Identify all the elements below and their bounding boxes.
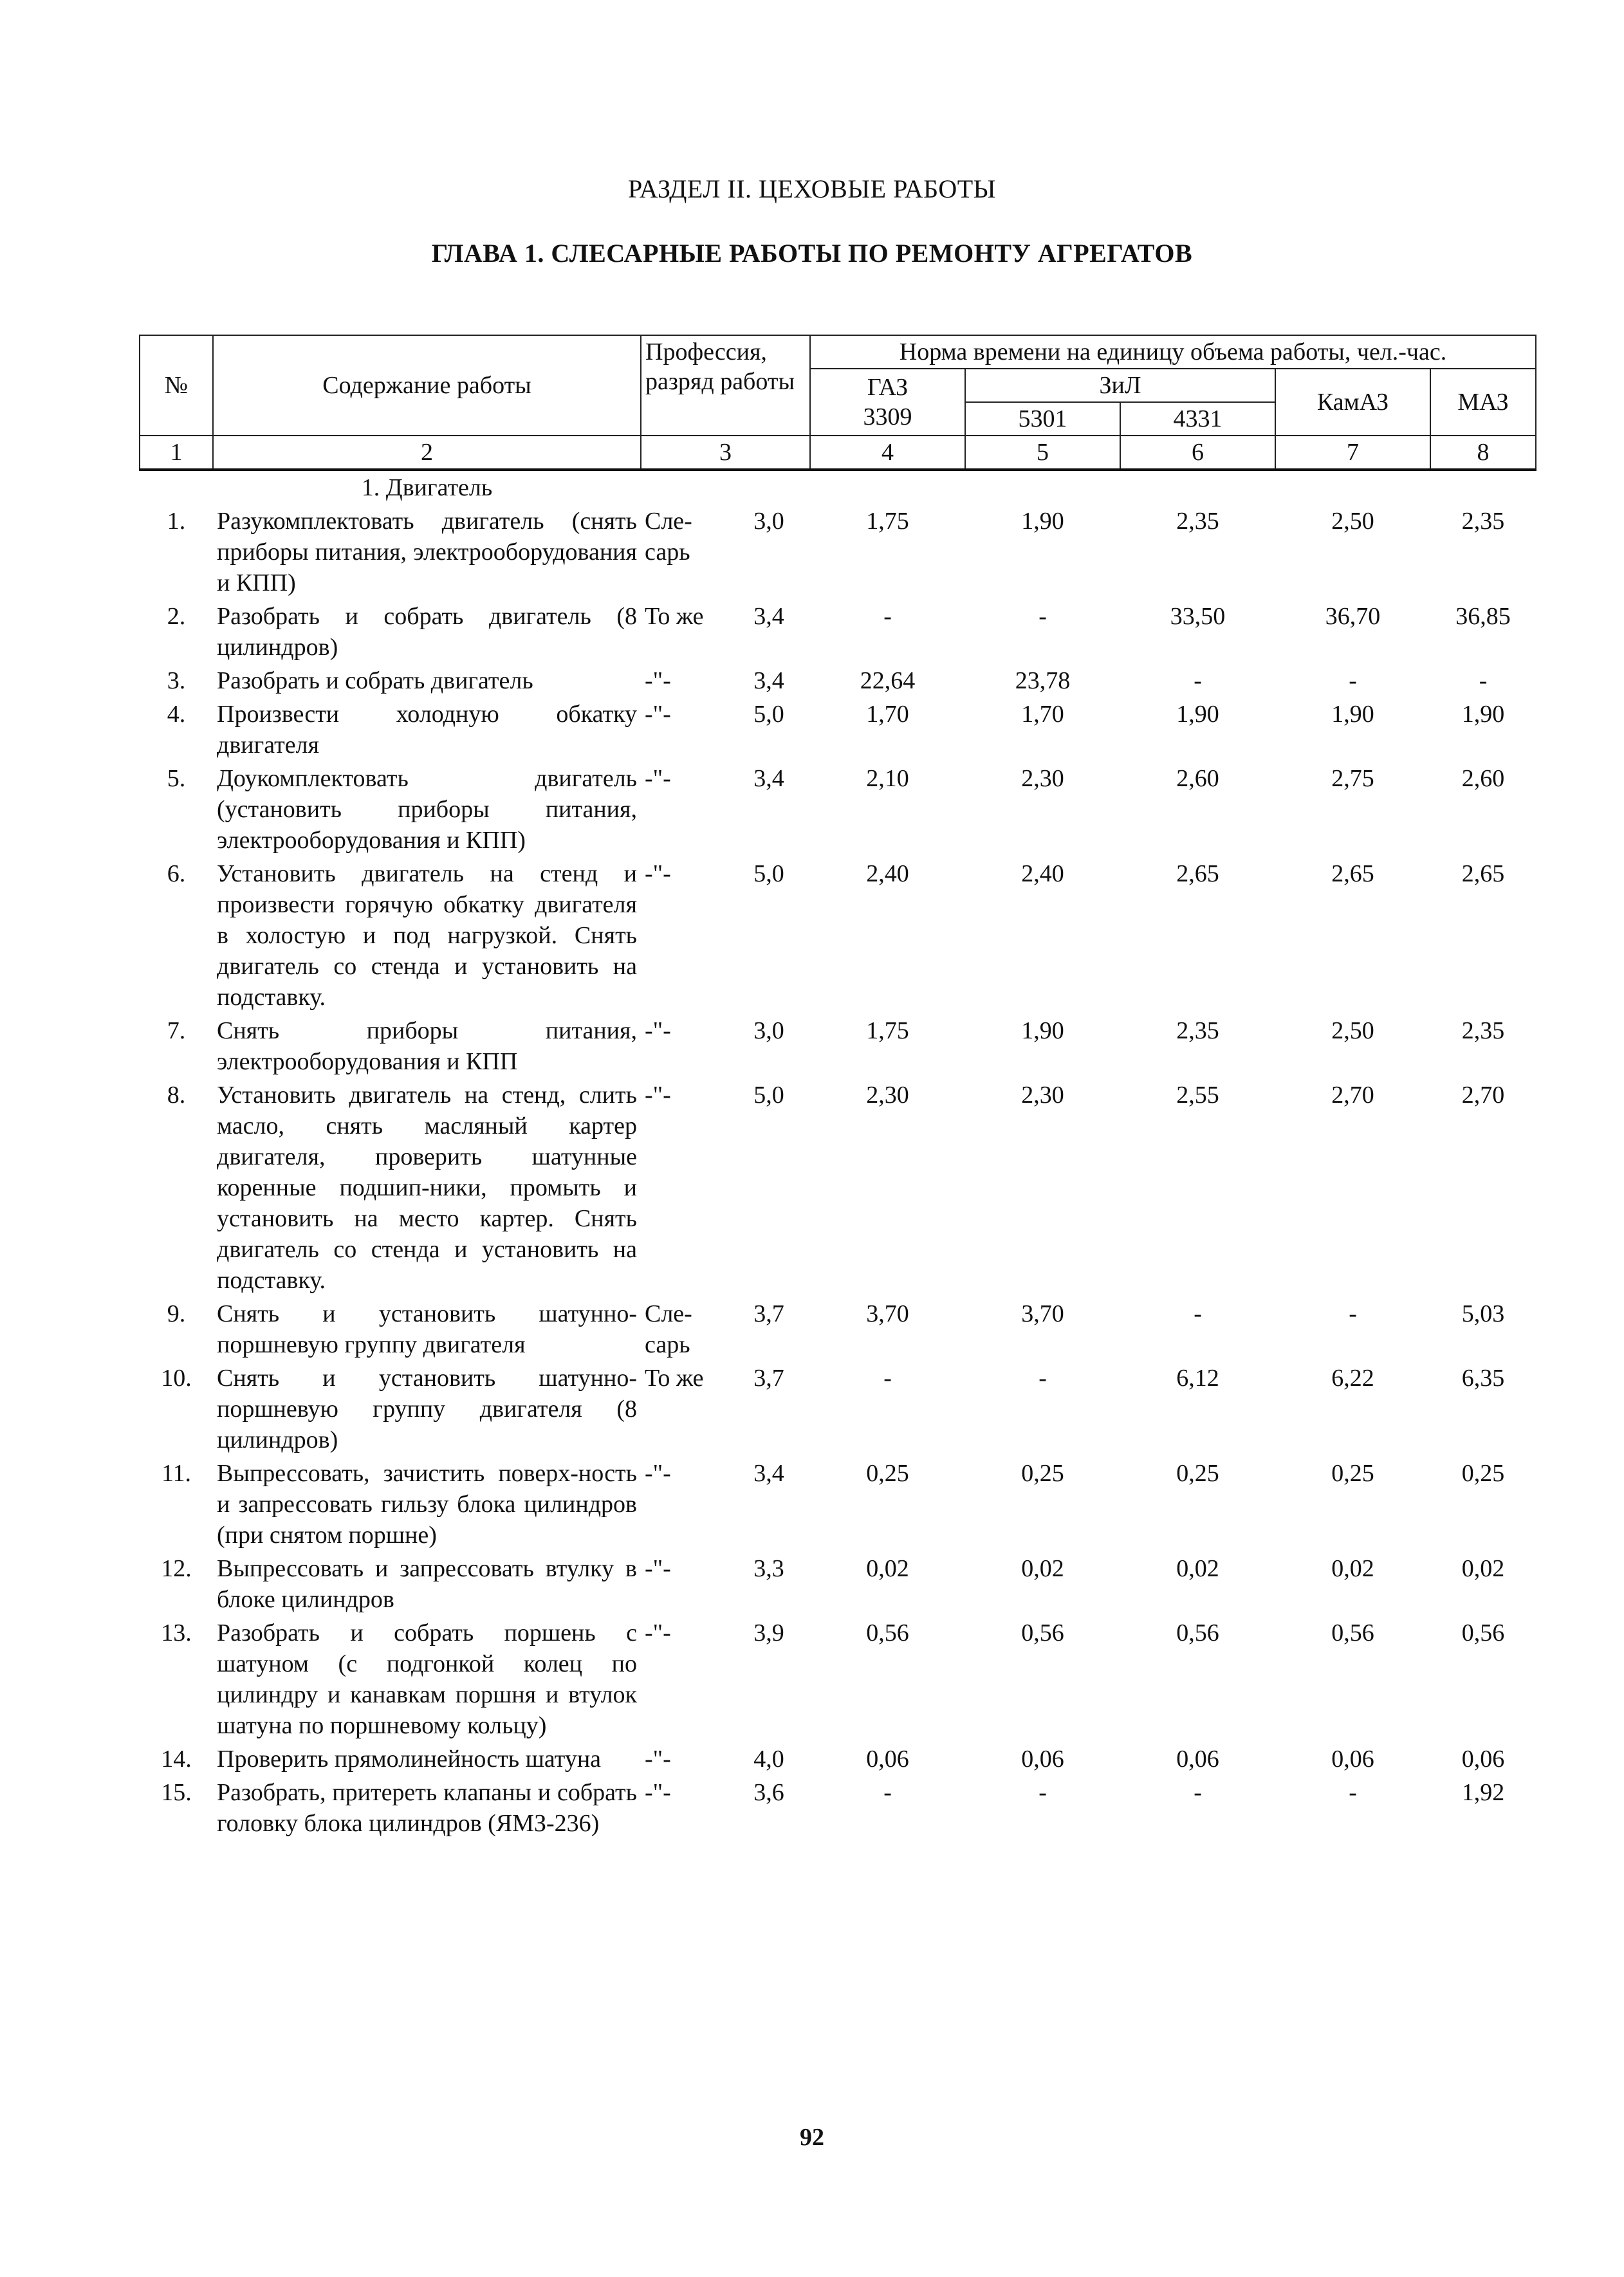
grade: 3,4: [753, 1460, 784, 1487]
header-gaz: [810, 369, 965, 436]
norm-zil-4331: 2,65: [1176, 860, 1219, 887]
page-number: 92: [800, 2124, 824, 2151]
grade: 3,7: [753, 1365, 784, 1392]
norm-gaz-3309: 22,64: [860, 667, 916, 694]
row-number: 15.: [161, 1779, 192, 1806]
row-number: 1.: [167, 508, 186, 535]
header-profession: Профессия, разряд работы: [641, 335, 810, 436]
work-description: Доукомплектовать двигатель (установить приборы питания, электрооборудования и КПП): [217, 765, 637, 854]
work-description: Снять и установить шатунно-поршневую группу двигателя: [217, 1300, 637, 1358]
grade: 3,0: [753, 1017, 784, 1044]
norm-kamaz: 0,02: [1331, 1555, 1374, 1582]
grade: 3,0: [753, 508, 784, 535]
norm-gaz-3309: -: [883, 1779, 892, 1806]
row-number: 5.: [167, 765, 186, 792]
row-number: 7.: [167, 1017, 186, 1044]
column-number: 1: [140, 436, 213, 470]
norm-zil-5301: 1,90: [1021, 508, 1064, 535]
norm-maz: 1,92: [1461, 1779, 1505, 1806]
table-row: [140, 1014, 1536, 1078]
column-number: 2: [213, 436, 641, 470]
table-row: [140, 504, 1536, 600]
norm-zil-4331: 2,55: [1176, 1082, 1219, 1109]
section-title: РАЗДЕЛ II. ЦЕХОВЫЕ РАБОТЫ: [627, 174, 997, 203]
norm-zil-4331: 0,56: [1176, 1619, 1219, 1646]
header-norm: Норма времени на единицу объема работы, чел.-час.: [810, 335, 1536, 369]
norm-kamaz: 2,70: [1331, 1082, 1374, 1109]
norm-zil-5301: 2,30: [1021, 765, 1064, 792]
norm-zil-5301: -: [1038, 603, 1047, 630]
norm-maz: 1,90: [1461, 701, 1505, 728]
norm-zil-5301: 1,90: [1021, 1017, 1064, 1044]
grade: 3,3: [753, 1555, 784, 1582]
norm-kamaz: 0,56: [1331, 1619, 1374, 1646]
work-description: Установить двигатель на стенд и произвести горячую обкатку двигателя в холостую и под нагрузкой. Снять двигатель со стенда и установить на подставку.: [217, 860, 637, 1011]
norm-zil-5301: 0,06: [1021, 1746, 1064, 1773]
norm-gaz-3309: 2,30: [866, 1082, 909, 1109]
row-number: 8.: [167, 1082, 186, 1109]
grade: 4,0: [753, 1746, 784, 1773]
profession: -"-: [645, 1619, 671, 1646]
norm-maz: 2,35: [1461, 1017, 1505, 1044]
norm-zil-5301: 2,40: [1021, 860, 1064, 887]
work-description: Выпрессовать и запрессовать втулку в блоке цилиндров: [217, 1555, 637, 1613]
norm-maz: 6,35: [1461, 1365, 1505, 1392]
work-description: Разобрать, притереть клапаны и собрать головку блока цилиндров (ЯМЗ-236): [217, 1779, 637, 1837]
profession: -"-: [645, 1082, 671, 1109]
norm-zil-5301: 2,30: [1021, 1082, 1064, 1109]
norm-kamaz: 2,50: [1331, 508, 1374, 535]
table-row: [140, 1616, 1536, 1742]
grade: 5,0: [753, 1082, 784, 1109]
norm-zil-5301: 1,70: [1021, 701, 1064, 728]
header-no: №: [140, 335, 213, 436]
header-zil-5301: 5301: [965, 402, 1120, 436]
norm-zil-4331: 0,02: [1176, 1555, 1219, 1582]
norm-zil-5301: 23,78: [1015, 667, 1071, 694]
profession: -"-: [645, 1460, 671, 1487]
grade: 3,9: [753, 1619, 784, 1646]
norm-kamaz: 2,50: [1331, 1017, 1374, 1044]
norm-zil-4331: 0,06: [1176, 1746, 1219, 1773]
norm-gaz-3309: 1,75: [866, 508, 909, 535]
profession: Сле-сарь: [645, 508, 692, 566]
norm-zil-5301: 0,25: [1021, 1460, 1064, 1487]
column-number: 4: [810, 436, 965, 470]
work-description: Снять приборы питания, электрооборудования и КПП: [217, 1017, 637, 1075]
header-zil-4331: 4331: [1120, 402, 1275, 436]
table-row: [140, 600, 1536, 664]
norm-gaz-3309: 0,56: [866, 1619, 909, 1646]
column-number: 7: [1275, 436, 1430, 470]
table-row: [140, 1742, 1536, 1776]
norm-maz: 0,02: [1461, 1555, 1505, 1582]
column-number: 3: [641, 436, 810, 470]
norm-gaz-3309: 2,40: [866, 860, 909, 887]
norm-zil-5301: 3,70: [1021, 1300, 1064, 1327]
profession: Сле-сарь: [645, 1300, 692, 1358]
norm-kamaz: 0,06: [1331, 1746, 1374, 1773]
column-number: 5: [965, 436, 1120, 470]
norm-kamaz: -: [1349, 667, 1357, 694]
row-number: 12.: [161, 1555, 192, 1582]
norm-zil-4331: -: [1194, 667, 1202, 694]
norm-gaz-3309: -: [883, 603, 892, 630]
norm-zil-4331: 6,12: [1176, 1365, 1219, 1392]
row-number: 13.: [161, 1619, 192, 1646]
norm-kamaz: 6,22: [1331, 1365, 1374, 1392]
norm-zil-5301: 0,56: [1021, 1619, 1064, 1646]
profession: -"-: [645, 667, 671, 694]
profession: -"-: [645, 860, 671, 887]
section-label: 1. Двигатель: [361, 474, 493, 501]
chapter-title: ГЛАВА 1. СЛЕСАРНЫЕ РАБОТЫ ПО РЕМОНТУ АГРЕГАТОВ: [431, 239, 1193, 268]
row-number: 4.: [167, 701, 186, 728]
grade: 5,0: [753, 701, 784, 728]
norm-kamaz: -: [1349, 1779, 1357, 1806]
norm-kamaz: 2,75: [1331, 765, 1374, 792]
grade: 3,7: [753, 1300, 784, 1327]
norm-maz: 2,70: [1461, 1082, 1505, 1109]
work-norms-table: [139, 335, 1536, 1840]
norm-zil-4331: 1,90: [1176, 701, 1219, 728]
norm-maz: 2,65: [1461, 860, 1505, 887]
profession: То же: [645, 1365, 704, 1392]
norm-zil-4331: 2,60: [1176, 765, 1219, 792]
norm-kamaz: -: [1349, 1300, 1357, 1327]
header-zil: ЗиЛ: [965, 369, 1275, 402]
column-number: 6: [1120, 436, 1275, 470]
table-row: [140, 857, 1536, 1014]
norm-zil-5301: -: [1038, 1779, 1047, 1806]
work-description: Произвести холодную обкатку двигателя: [217, 701, 637, 759]
work-description: Проверить прямолинейность шатуна: [217, 1746, 602, 1773]
norm-gaz-3309: 0,06: [866, 1746, 909, 1773]
norm-maz: 0,06: [1461, 1746, 1505, 1773]
work-description: Разобрать и собрать двигатель: [217, 667, 533, 694]
norm-zil-5301: 0,02: [1021, 1555, 1064, 1582]
profession: -"-: [645, 1779, 671, 1806]
row-number: 9.: [167, 1300, 186, 1327]
row-number: 10.: [161, 1365, 192, 1392]
profession: -"-: [645, 1746, 671, 1773]
norm-zil-4331: 2,35: [1176, 508, 1219, 535]
norm-zil-4331: -: [1194, 1779, 1202, 1806]
header-kamaz: КамАЗ: [1275, 369, 1430, 436]
norm-zil-4331: 2,35: [1176, 1017, 1219, 1044]
row-number: 6.: [167, 860, 186, 887]
norm-kamaz: 1,90: [1331, 701, 1374, 728]
table-row: [140, 1361, 1536, 1457]
row-number: 3.: [167, 667, 186, 694]
profession: -"-: [645, 1017, 671, 1044]
table-body: [140, 470, 1536, 1840]
work-description: Снять и установить шатунно-поршневую группу двигателя (8 цилиндров): [217, 1365, 637, 1453]
norm-gaz-3309: 2,10: [866, 765, 909, 792]
work-description: Разукомплектовать двигатель (снять приборы питания, электрооборудования и КПП): [217, 508, 637, 596]
work-description: Установить двигатель на стенд, слить масло, снять масляный картер двигателя, проверить шатунные коренные подшип-ники, промыть и установить на место картер. Снять двигатель со стенда и установить на подставку.: [217, 1082, 637, 1294]
table-row: [140, 762, 1536, 857]
column-number: 8: [1430, 436, 1536, 470]
table-row: [140, 1776, 1536, 1840]
row-number: 11.: [161, 1460, 192, 1487]
norm-maz: -: [1479, 667, 1488, 694]
header-gaz-model: 3309: [863, 403, 912, 430]
norm-gaz-3309: 0,02: [866, 1555, 909, 1582]
work-description: Разобрать и собрать поршень с шатуном (с подгонкой колец по цилиндру и канавкам поршня и втулок шатуна по поршневому кольцу): [217, 1619, 637, 1739]
profession: -"-: [645, 701, 671, 728]
row-number: 2.: [167, 603, 186, 630]
profession: То же: [645, 603, 704, 630]
norm-gaz-3309: 1,75: [866, 1017, 909, 1044]
norm-maz: 2,60: [1461, 765, 1505, 792]
norm-kamaz: 2,65: [1331, 860, 1374, 887]
norm-gaz-3309: -: [883, 1365, 892, 1392]
norm-maz: 36,85: [1455, 603, 1511, 630]
grade: 5,0: [753, 860, 784, 887]
grade: 3,4: [753, 667, 784, 694]
grade: 3,4: [753, 765, 784, 792]
profession: -"-: [645, 765, 671, 792]
table-row: [140, 1457, 1536, 1552]
table-row: [140, 1297, 1536, 1361]
header-content: Содержание работы: [213, 335, 641, 436]
grade: 3,6: [753, 1779, 784, 1806]
norm-zil-5301: -: [1038, 1365, 1047, 1392]
norm-zil-4331: 0,25: [1176, 1460, 1219, 1487]
grade: 3,4: [753, 603, 784, 630]
work-description: Выпрессовать, зачистить поверх-ность и запрессовать гильзу блока цилиндров (при снятом поршне): [217, 1460, 637, 1549]
table-row: [140, 1078, 1536, 1297]
norm-gaz-3309: 1,70: [866, 701, 909, 728]
profession: -"-: [645, 1555, 671, 1582]
norm-zil-4331: 33,50: [1170, 603, 1226, 630]
norm-maz: 0,56: [1461, 1619, 1505, 1646]
norm-kamaz: 0,25: [1331, 1460, 1374, 1487]
table-row: [140, 697, 1536, 762]
table-row: [140, 1552, 1536, 1616]
header-maz: МАЗ: [1430, 369, 1536, 436]
norm-maz: 5,03: [1461, 1300, 1505, 1327]
row-number: 14.: [161, 1746, 192, 1773]
norm-zil-4331: -: [1194, 1300, 1202, 1327]
norm-gaz-3309: 0,25: [866, 1460, 909, 1487]
table-row: [140, 664, 1536, 697]
header-gaz-label: ГАЗ: [867, 374, 909, 401]
norm-kamaz: 36,70: [1325, 603, 1381, 630]
norm-maz: 0,25: [1461, 1460, 1505, 1487]
work-description: Разобрать и собрать двигатель (8 цилиндров): [217, 603, 637, 661]
norm-gaz-3309: 3,70: [866, 1300, 909, 1327]
norm-maz: 2,35: [1461, 508, 1505, 535]
